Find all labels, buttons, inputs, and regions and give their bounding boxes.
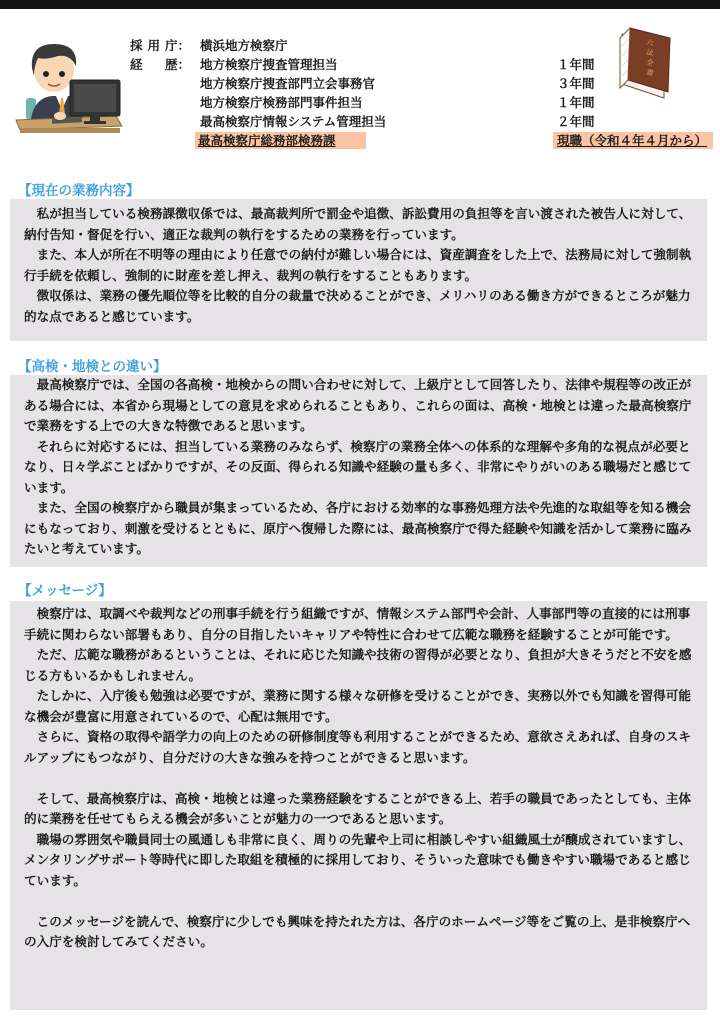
paragraph-spacer	[24, 891, 693, 912]
section-title-message: 【メッセージ】	[18, 583, 112, 599]
paragraph: 検察庁は、取調べや裁判などの刑事手続を行う組織ですが、情報システム部門や会計、人事部門等の直接的には刑事手続に関わらない部署もあり、自分の目指したいキャリアや特性に合わせて広範な職務を経験することが可能です。	[24, 606, 691, 642]
career-duration-1: １年間	[557, 57, 595, 72]
svg-text:書: 書	[645, 68, 655, 78]
career-duration-4: ２年間	[557, 114, 595, 129]
svg-text:全: 全	[645, 58, 655, 68]
career-position-4: 最高検察庁情報システム管理担当	[200, 114, 387, 129]
employer-value: 横浜地方検察庁	[200, 38, 288, 53]
section-body-current-work	[10, 199, 707, 341]
paragraph: それらに対応するには、担当している業務のみならず、検察庁の業務全体への体系的な理解や多角的な視点が必要となり、日々学ぶことばかりですが、その反面、得られる知識や経験の量も多く、非常にやりがいのある職場だと感じています。	[24, 438, 692, 495]
paragraph: 私が担当している検務課徴収係では、最高裁判所で罰金や追徴、訴訟費用の負担等を言い渡された被告人に対して、納付告知・督促を行い、適正な裁判の執行をするための業務を行っています。	[24, 206, 692, 242]
career-duration-current: 現職（令和４年４月から）	[557, 132, 713, 150]
career-label: 経 歴：	[130, 57, 190, 72]
paragraph: また、本人が所在不明等の理由により任意での納付が難しい場合には、資産調査をした上で、法務局に対して強制執行手続を依頼し、強制的に財産を差し押え、裁判の執行をすることもあります。	[24, 247, 692, 283]
career-position-1: 地方検察庁捜査管理担当	[200, 57, 338, 72]
paragraph: そして、最高検察庁は、高検・地検とは違った業務経験をすることができる上、若手の職員であったとしても、主体的に業務を任せてもらえる機会が多いことが魅力の一つであると思います。	[24, 790, 692, 826]
paragraph: 徴収係は、業務の優先順位等を比較的自分の裁量で決めることができ、メリハリのある働き方ができるところが魅力的な点であると感じています。	[24, 288, 691, 324]
section-title-current-work: 【現在の業務内容】	[18, 183, 140, 199]
law-book-illustration-icon	[612, 26, 672, 102]
paragraph: さらに、資格の取得や語学力の向上のための研修制度等も利用することができるため、意欲さえあれば、自身のスキルアップにもつながり、自分だけの大きな強みを持つことができると思います。	[24, 729, 691, 765]
paragraph: また、全国の検察庁から職員が集まっているため、各庁における効率的な事務処理方法や先進的な取組等を知る機会にもなっており、刺激を受けるとともに、原庁へ復帰した際には、最高検察庁で得た経験や知識を活かして業務に臨みたいと考えています。	[24, 500, 692, 556]
svg-text:六: 六	[645, 38, 655, 48]
employer-label: 採 用 庁：	[130, 38, 190, 53]
paragraph: ただ、広範な職務があるということは、それに応じた知識や技術の習得が必要となり、負担が大きそうだと不安を感じる方もいるかもしれません。	[24, 647, 692, 683]
paragraph: 最高検察庁では、全国の各高検・地検からの問い合わせに対して、上級庁として回答したり、法律や規程等の改正がある場合には、本省から現場としての意見を求められることもあり、これらの面は、高検・地検とは違った最高検察庁で業務をする上での大きな特徴であると思います。	[24, 377, 692, 433]
paragraph: たしかに、入庁後も勉強は必要ですが、業務に関する様々な研修を受けることができ、実務以外でも知識を習得可能な機会が豊富に用意されているので、心配は無用です。	[24, 688, 691, 724]
career-position-2: 地方検察庁捜査部門立会事務官	[200, 76, 376, 91]
career-position-3: 地方検察庁検務部門事件担当	[200, 95, 363, 110]
career-duration-2: ３年間	[557, 76, 595, 91]
career-position-current: 最高検察庁総務部検務課	[198, 132, 366, 150]
section-title-differences: 【高検・地検との違い】	[18, 359, 167, 375]
office-worker-illustration-icon	[12, 36, 127, 136]
paragraph: 職場の雰囲気や職員同士の風通しも非常に良く、周りの先輩や上司に相談しやすい組織風土が醸成されていますし、メンタリングサポート等時代に即した取組を積極的に採用しており、そういった意味でも働きやすい職場であると感じています。	[24, 831, 692, 888]
section-body-differences	[10, 375, 707, 567]
profile-header	[0, 0, 720, 160]
paragraph-spacer	[24, 768, 693, 789]
paragraph: このメッセージを読んで、検察庁に少しでも興味を持たれた方は、各庁のホームページ等をご覧の上、是非検察庁への入庁を検討してみてください。	[24, 913, 691, 949]
section-body-message	[10, 601, 707, 1010]
svg-text:法: 法	[645, 48, 655, 58]
career-duration-3: １年間	[557, 95, 595, 110]
